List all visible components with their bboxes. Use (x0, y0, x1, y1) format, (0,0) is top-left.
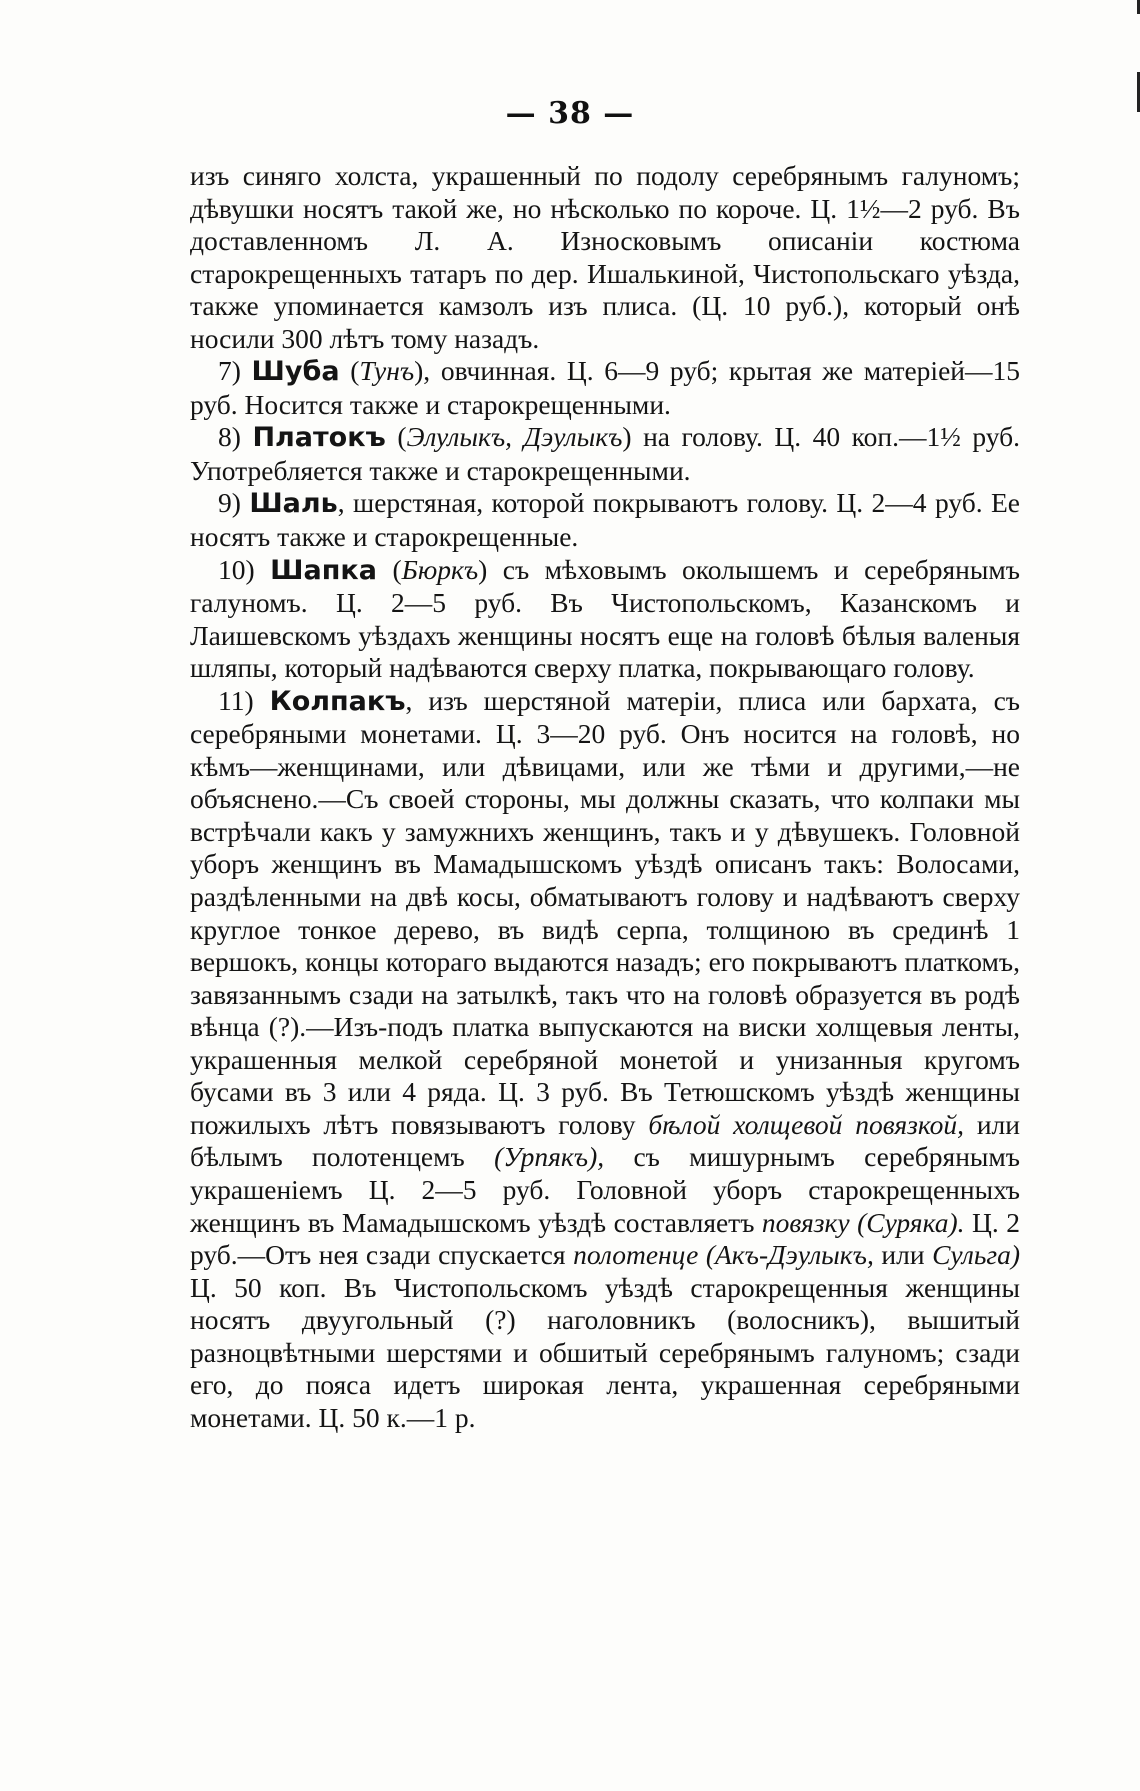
item-title: Шуба (251, 356, 340, 388)
item-number: 8) (218, 421, 241, 453)
item-text: или (881, 1239, 925, 1271)
paragraph-intro: изъ синяго холста, украшенный по подолу серебрянымъ галуномъ; дѣвушки носятъ такой же, но нѣсколько по короче. Ц. 1½—2 руб. Въ доставленномъ Л. А. Износковымъ описаніи костюма старокрещенныхъ татаръ по дер. Ишалькиной, Чистопольскаго уѣзда, также упоминается камзолъ изъ плиса. (Ц. 10 руб.), который онѣ носили 300 лѣтъ тому назадъ. (190, 160, 1020, 354)
item-text: или бѣлымъ полотенцемъ (190, 1108, 1021, 1173)
item-number: 11) (218, 684, 254, 716)
italic-term: бѣлой холщевой повязкой, (648, 1108, 965, 1140)
item-text: Ц. 50 коп. Въ Чистопольскомъ уѣздѣ старокрещенныя женщины носятъ двуугольный (?) наголовникъ (волосникъ), вышитый разноцвѣтными шерстями и обшитый серебрянымъ галуномъ; сзади его, до пояса идетъ широкая лента, украшенная серебряными монетами. Ц. 50 к.—1 р. (190, 1271, 1020, 1433)
item-number: 9) (218, 487, 241, 519)
item-text: на голову. Ц. 40 коп.—1½ руб. Употребляется также и старокрещенными. (190, 421, 1020, 486)
italic-term: повязку (Суряка). (761, 1206, 965, 1238)
paragraph-item-8: 8) Платокъ (Элулыкъ, Дэулыкъ) на голову. Ц. 40 коп.—1½ руб. Употребляется также и старокрещенными. (190, 421, 1020, 486)
item-title: Шаль (249, 488, 338, 520)
paragraph-item-11 (190, 685, 1020, 1435)
italic-term: Сульга) (932, 1239, 1021, 1271)
item-number: 7) (218, 355, 241, 387)
item-title: Колпакъ (269, 685, 406, 717)
item-text: съ мишурнымъ серебрянымъ украшеніемъ Ц. 2—5 руб. Головной уборъ старокрещенныхъ женщинъ въ Мамадышскомъ уѣздѣ составляетъ (190, 1141, 1021, 1238)
item-text: , шерстяная, которой покрываютъ голову. Ц. 2—4 руб. Ее носятъ также и старокрещенные. (190, 487, 1020, 553)
item-title: Шапка (270, 554, 377, 586)
body-text (190, 160, 1020, 1434)
item-text: , изъ шерстяной матеріи, плиса или бархата, съ серебряными монетами. Ц. 3—20 руб. Онъ носится на головѣ, но кѣмъ—женщинами, или дѣвицами, или же тѣми и другими,—не объяснено.—Съ своей стороны, мы должны сказать, что колпаки мы встрѣчали какъ у замужнихъ женщинъ, такъ и у дѣвушекъ. Головной уборъ женщинъ въ Мамадышскомъ уѣздѣ описанъ такъ: Волосами, раздѣленными на двѣ косы, обматываютъ голову и надѣваютъ сверху круглое тонкое дерево, въ видѣ серпа, толщиною въ срединѣ 1 вершокъ, концы котораго выдаются назадъ; его покрываютъ платкомъ, завязаннымъ сзади на затылкѣ, такъ что на головѣ образуется въ родѣ вѣнца (?).—Изъ-подъ платка выпускаются на виски холщевыя ленты, украшенныя мелкой серебряной монетой и унизанныя кругомъ бусами въ 3 или 4 ряда. Ц. 3 руб. Въ Тетюшскомъ уѣздѣ женщины пожилыхъ лѣтъ повязываютъ голову (190, 684, 1021, 1140)
paragraph-item-10: 10) Шапка (Бюркъ) съ мѣховымъ околышемъ и серебрянымъ галуномъ. Ц. 2—5 руб. Въ Чистопольскомъ, Казанскомъ и Лаишевскомъ уѣздахъ женщины носятъ еще на головѣ бѣлыя валеныя шляпы, который надѣваются сверху платка, покрывающаго голову. (190, 553, 1020, 684)
paragraph-item-7: 7) Шуба (Тунъ), овчинная. Ц. 6—9 руб; крытая же матеріей—15 руб. Носится также и старокрещенными. (190, 355, 1020, 420)
item-number: 10) (218, 553, 255, 585)
item-text: Ц. 2 руб.—Отъ нея сзади спускается (190, 1206, 1021, 1271)
tatar-term: Бюркъ (401, 553, 479, 585)
tatar-term: Элулыкъ, Дэулыкъ (406, 421, 623, 453)
tatar-term: Тунъ (359, 355, 415, 387)
paragraph-item-9 (190, 487, 1020, 553)
item-title: Платокъ (252, 422, 386, 454)
item-text: овчинная. Ц. 6—9 руб; крытая же матеріей—15 руб. Носится также и старокрещенными. (190, 355, 1020, 420)
item-text: съ мѣховымъ околышемъ и серебрянымъ галуномъ. Ц. 2—5 руб. Въ Чистопольскомъ, Казанскомъ и Лаишевскомъ уѣздахъ женщины носятъ еще на головѣ бѣлыя валеныя шляпы, который надѣваются сверху платка, покрывающаго голову. (190, 553, 1020, 684)
page-number: — 38 — (505, 96, 635, 131)
italic-term: полотенце (Акъ-Дэулыкъ, (573, 1239, 874, 1271)
italic-term: (Урпякъ), (494, 1141, 605, 1173)
